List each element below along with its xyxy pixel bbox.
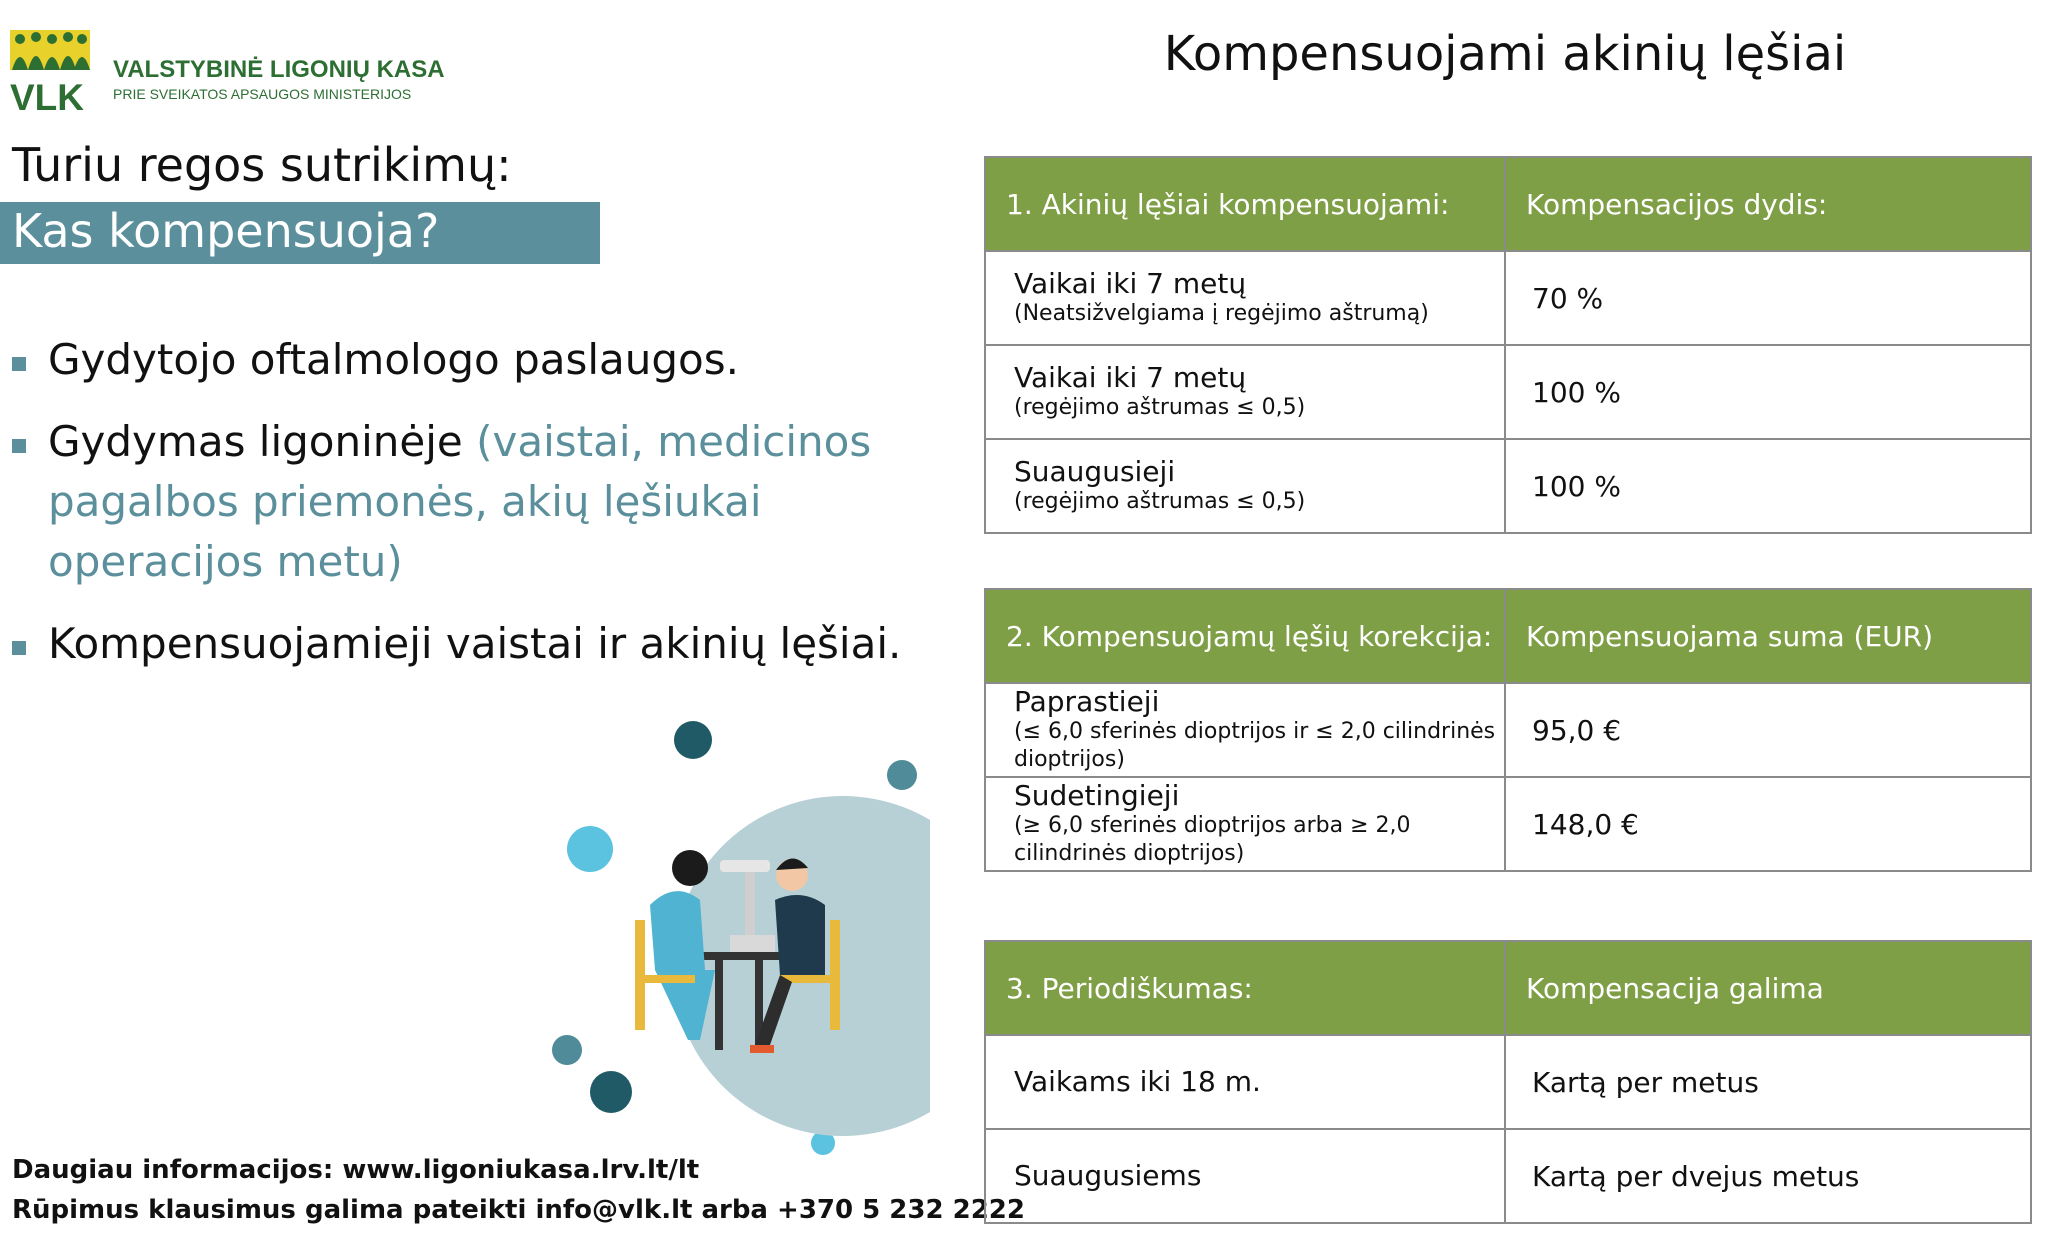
row-sub-text: (Neatsižvelgiama į regėjimo aštrumą): [1014, 301, 1429, 326]
row-main-text: Vaikai iki 7 metų: [1014, 361, 1247, 394]
vlk-logo-icon: [10, 30, 90, 114]
bullet-square-icon: [12, 357, 26, 371]
table-row: [985, 439, 2031, 533]
table-cell-value: 100 %: [1505, 345, 2031, 439]
table-row: [985, 777, 2031, 871]
vlk-logo: [10, 30, 445, 116]
table-cell-label: [985, 683, 1505, 777]
table-cell-value: 148,0 €: [1505, 777, 2031, 871]
table-cell-value: Kartą per metus: [1505, 1035, 2031, 1129]
bullet-text: Gydymas ligoninėje: [48, 417, 477, 466]
table-cell-value: Kartą per dvejus metus: [1505, 1129, 2031, 1223]
table-row: [985, 1035, 2031, 1129]
compensation-table-1: [984, 156, 2032, 534]
row-main-text: Vaikai iki 7 metų: [1014, 267, 1247, 300]
bullet-item: [12, 412, 952, 592]
bullet-text: Kompensuojamieji vaistai ir akinių lęšiai.: [48, 619, 902, 668]
table-cell-label: [985, 345, 1505, 439]
footer-info-line: Daugiau informacijos: www.ligoniukasa.lrv.lt/lt: [12, 1155, 700, 1185]
table-cell-value: 70 %: [1505, 251, 2031, 345]
footer-contact-line: Rūpimus klausimus galima pateikti info@vlk.lt arba +370 5 232 2222: [12, 1195, 1025, 1225]
compensation-table-3: [984, 940, 2032, 1224]
table-row: [985, 1129, 2031, 1223]
bullet-text: Gydytojo oftalmologo paslaugos.: [48, 335, 739, 384]
table-cell-label: [985, 1129, 1505, 1223]
row-main-text: Sudetingieji: [1014, 779, 1180, 812]
bullet-item: [12, 330, 952, 390]
table-header-row: [985, 157, 2031, 251]
table-header-cell: 2. Kompensuojamų lęšių korekcija:: [985, 589, 1505, 683]
table-header-row: [985, 941, 2031, 1035]
question-subheading: Kas kompensuoja?: [12, 204, 440, 258]
logo-abbr: VLK: [10, 77, 84, 114]
eye-examination-illustration: [540, 720, 940, 1160]
table-cell-value: 95,0 €: [1505, 683, 2031, 777]
page-title: Kompensuojami akinių lęšiai: [1163, 26, 1847, 82]
row-sub-text: (regėjimo aštrumas ≤ 0,5): [1014, 395, 1306, 420]
row-main-text: Vaikams iki 18 m.: [1014, 1065, 1261, 1098]
bullet-item: [12, 614, 952, 674]
table-header-cell: 3. Periodiškumas:: [985, 941, 1505, 1035]
table-header-cell: Kompensacijos dydis:: [1505, 157, 2031, 251]
bullet-square-icon: [12, 439, 26, 453]
bullet-list: [12, 330, 952, 696]
compensation-table-2: [984, 588, 2032, 872]
table-cell-label: [985, 1035, 1505, 1129]
table-header-cell: Kompensacija galima: [1505, 941, 2031, 1035]
table-row: [985, 345, 2031, 439]
table-row: [985, 251, 2031, 345]
row-sub-text: (≤ 6,0 sferinės dioptrijos ir ≤ 2,0 cilindrinės dioptrijos): [1014, 719, 1496, 772]
table-header-row: [985, 589, 2031, 683]
logo-subtitle: PRIE SVEIKATOS APSAUGOS MINISTERIJOS: [113, 86, 412, 102]
table-header-cell: Kompensuojama suma (EUR): [1505, 589, 2031, 683]
logo-name: VALSTYBINĖ LIGONIŲ KASA: [113, 56, 445, 83]
row-sub-text: (≥ 6,0 sferinės dioptrijos arba ≥ 2,0 cilindrinės dioptrijos): [1014, 813, 1411, 866]
table-cell-value: 100 %: [1505, 439, 2031, 533]
bullet-square-icon: [12, 641, 26, 655]
table-cell-label: [985, 251, 1505, 345]
row-main-text: Paprastieji: [1014, 685, 1160, 718]
table-cell-label: [985, 777, 1505, 871]
bullet-paren-text: (vaistai, medicinos pagalbos priemonės, akių lęšiukai operacijos metu): [48, 417, 872, 586]
table-row: [985, 683, 2031, 777]
footer-contacts: [12, 1150, 1025, 1230]
row-main-text: Suaugusiems: [1014, 1159, 1202, 1192]
question-heading: Turiu regos sutrikimų:: [12, 138, 512, 192]
table-header-cell: 1. Akinių lęšiai kompensuojami:: [985, 157, 1505, 251]
row-main-text: Suaugusieji: [1014, 455, 1176, 488]
row-sub-text: (regėjimo aštrumas ≤ 0,5): [1014, 489, 1306, 514]
table-cell-label: [985, 439, 1505, 533]
